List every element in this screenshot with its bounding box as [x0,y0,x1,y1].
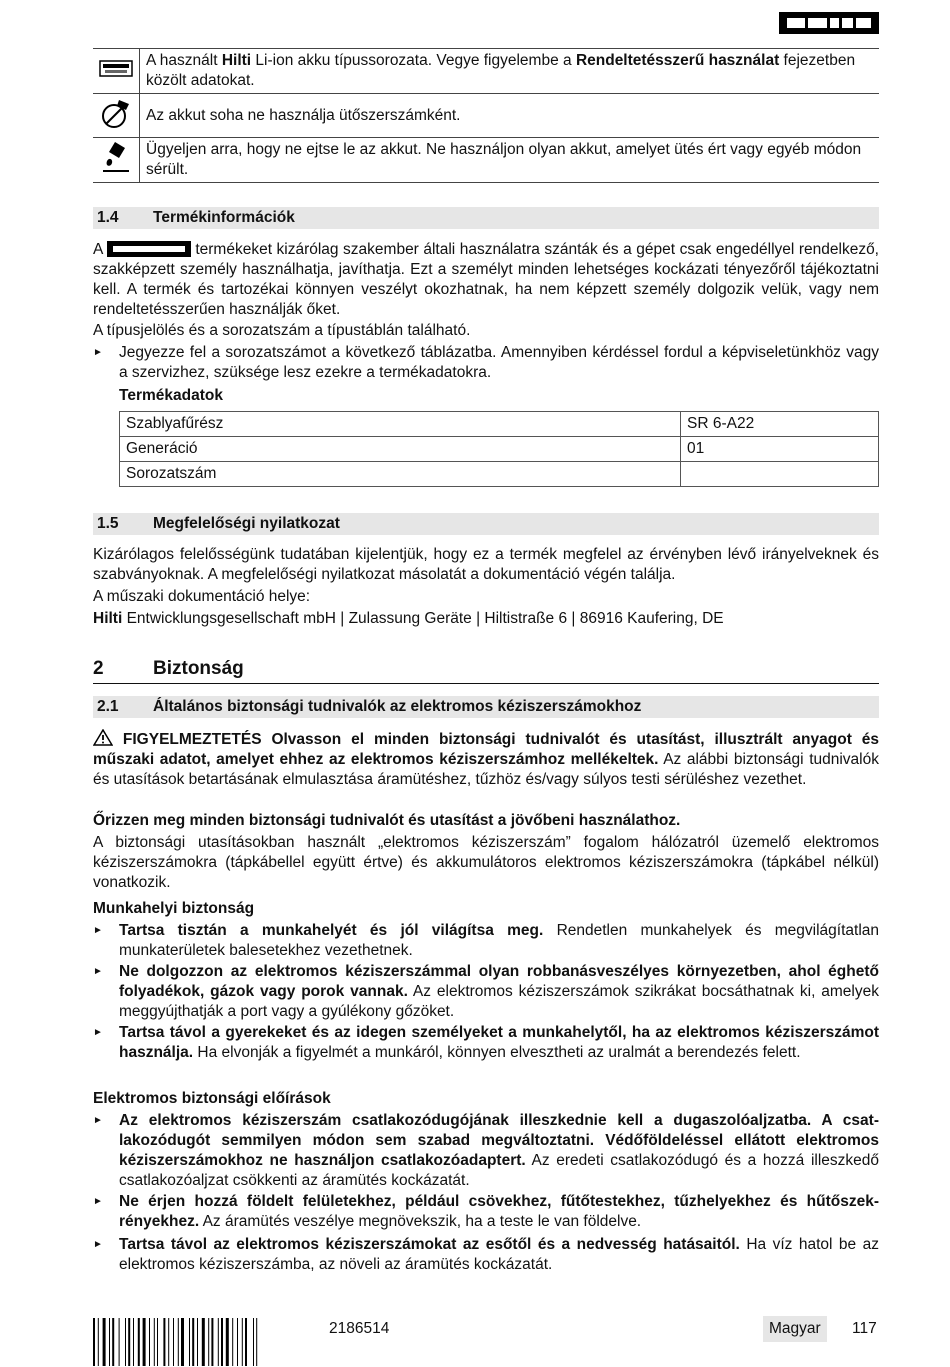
no-hammer-icon [99,96,133,130]
list-item: ► Ne dolgozzon az elektromos kéziszerszámmal olyan robbanásveszélyes környezetben, ahol éghető folyadékok, gázok vagy porok vannak. Az elektromos kéziszerszámok szikrákat bocsáthatnak ki, amelyek meggyújthatják a port vagy a gyúlékony gőzöket. [93,963,879,1020]
table-row: Szablyafűrész SR 6-A22 [120,412,879,437]
conformity-paragraph: Kizárólagos felelősségünk tudatában kijelentjük, hogy ez a termék megfelel az érvényben lévő irányelveknek és szabványoknak. A megfelelőségi nyilatkozat másolatát a dokumentáció végén találja. [93,546,879,583]
list-item: ► Ne érjen hozzá földelt felületekhez, például csövekhez, fűtőtestekhez, tűzhelyekhez és hűtőszekrényekhez. Az áramütés veszélye megnövekszik, ha a teste le van földelve. [93,1193,879,1230]
hilti-battery-series-icon [99,58,133,78]
tech-doc-address: Hilti Entwicklungsgesellschaft mbH | Zulassung Geräte | Hiltistraße 6 | 86916 Kaufering, DE [93,610,724,627]
list-item: ► Tartsa távol a gyerekeket és az idegen személyeket a munkahelytől, ha az elektromos kéziszerszámot használja. Ha elvonják a figyelmét a munkáról, könnyen elvesztheti az uralmát a berendezés felett. [93,1024,879,1061]
keep-instructions: Őrizzen meg minden biztonsági tudnivalót és utasítást a jövőbeni használathoz. [93,812,681,829]
list-item: ► Tartsa távol az elektromos kéziszerszámokat az esőtől és a nedvesség hatásaitól. Ha víz hatol be az elektromos kéziszerszámba, az növeli az áramütés kockázatát. [93,1236,880,1273]
bullet-arrow-icon: ► [93,925,103,936]
table-row: Generáció 01 [120,437,879,462]
icon-row-text: Az akkut soha ne használja ütőszerszámként. [140,94,880,138]
icon-row-text: A használt Hilti Li-ion akku típussorozata. Vegye figyelembe a Rendeltetésszerű használat fejezetben közölt adatokat. [146,52,856,89]
page-number: 117 [852,1320,877,1337]
bullet-arrow-icon: ► [93,1196,103,1207]
bullet-item: ► Jegyezze fel a sorozatszámot a következő táblázatba. Amennyiben kérdéssel fordul a képviseletünkhöz vagy a szervizhez, szüksége lesz ezekre a termékadatokra. [93,344,879,381]
falling-battery-icon [99,139,133,175]
definition-paragraph: A biztonsági utasításokban használt „elektromos kéziszerszám” fogalom hálózatról üzemelő elektromos kéziszerszámokra (tápkábellel együtt értve) és akkumulátoros elektromos kéziszerszámokra (tápkábel nélkül) vonatkozik. [93,834,879,891]
tech-doc-label: A műszaki dokumentáció helye: [93,588,311,605]
bullet-arrow-icon: ► [93,347,103,358]
bullet-arrow-icon: ► [93,1115,103,1126]
bullet-arrow-icon: ► [93,966,103,977]
hilti-logo-inline [107,241,191,257]
list-item: ► Tartsa tisztán a munkahelyét és jól világítsa meg. Rendetlen munkahelyek és megvilágítatlan munkaterületek balesetekhez vezethetnek. [93,922,880,959]
icon-row-text: Ügyeljen arra, hogy ne ejtse le az akkut. Ne használjon olyan akkut, amelyet ütés ért vagy egyéb módon sérült. [140,138,880,183]
product-data-table [119,411,879,487]
section-heading-1-5: 1.5 Megfelelőségi nyilatkozat [93,513,879,535]
type-plate-note: A típusjelölés és a sorozatszám a típustáblán található. [93,322,471,339]
language-label: Magyar [763,1316,827,1342]
bullet-arrow-icon: ► [93,1027,103,1038]
safety-icon-table [93,48,879,183]
warning-paragraph: FIGYELMEZTETÉS Olvasson el minden biztonsági tudnivalót és utasítást, illusztrált anyagot és műszaki adatot, amelyet ehhez az elektromos kéziszerszámhoz mellékeltek. Az alábbi biztonsági tudnivalók és utasítások betartásának elmulasztása áramütéshez, tűzhöz és/vagy súlyos testi sérüléshez vezethet. [93,731,879,788]
table-row: Sorozatszám [120,462,879,487]
list-item: ► Az elektromos kéziszerszám csatlakozódugójának illeszkednie kell a dugaszolóaljzatba. A csatlakozódugót semmilyen módon sem szabad megváltoztatni. Védőföldeléssel ellátott elektromos kéziszerszámokhoz ne használjon csatlakozóadaptert. Az eredeti csatlakozódugó és a hozzá illeszkedő csatlakozóaljzat csökkenti az áramütés kockázatát. [93,1112,880,1189]
section-heading-2-1: 2.1 Általános biztonsági tudnivalók az elektromos kéziszerszámokhoz [93,696,879,718]
bullet-arrow-icon: ► [93,1239,103,1250]
section-heading-1-4: 1.4 Termékinformációk [93,207,879,229]
serial-number-field[interactable] [681,462,879,487]
chapter-heading-2: 2 Biztonság [93,656,879,684]
product-data-title: Termékadatok [119,387,223,404]
doc-number: 2186514 [329,1320,390,1337]
electrical-safety-title: Elektromos biztonsági előírások [93,1090,331,1107]
warning-triangle-icon [93,729,113,746]
product-info-paragraph: A termékeket kizárólag szakember általi használatra szánták és a gépet csak engedéllyel rendelkező, szakképzett személy használhatja, javíthatja. Ezt a személyt minden lehetséges kockázati tényezőről tájékoztatni kell. A termék és tartozékai könnyen veszélyt okozhatnak, ha nem képzett személy dolgozik velük, vagy nem rendeltetésszerűen használják őket. [93,241,879,318]
hilti-logo [779,12,879,34]
work-safety-title: Munkahelyi biztonság [93,900,255,917]
barcode-icon [93,1318,308,1366]
